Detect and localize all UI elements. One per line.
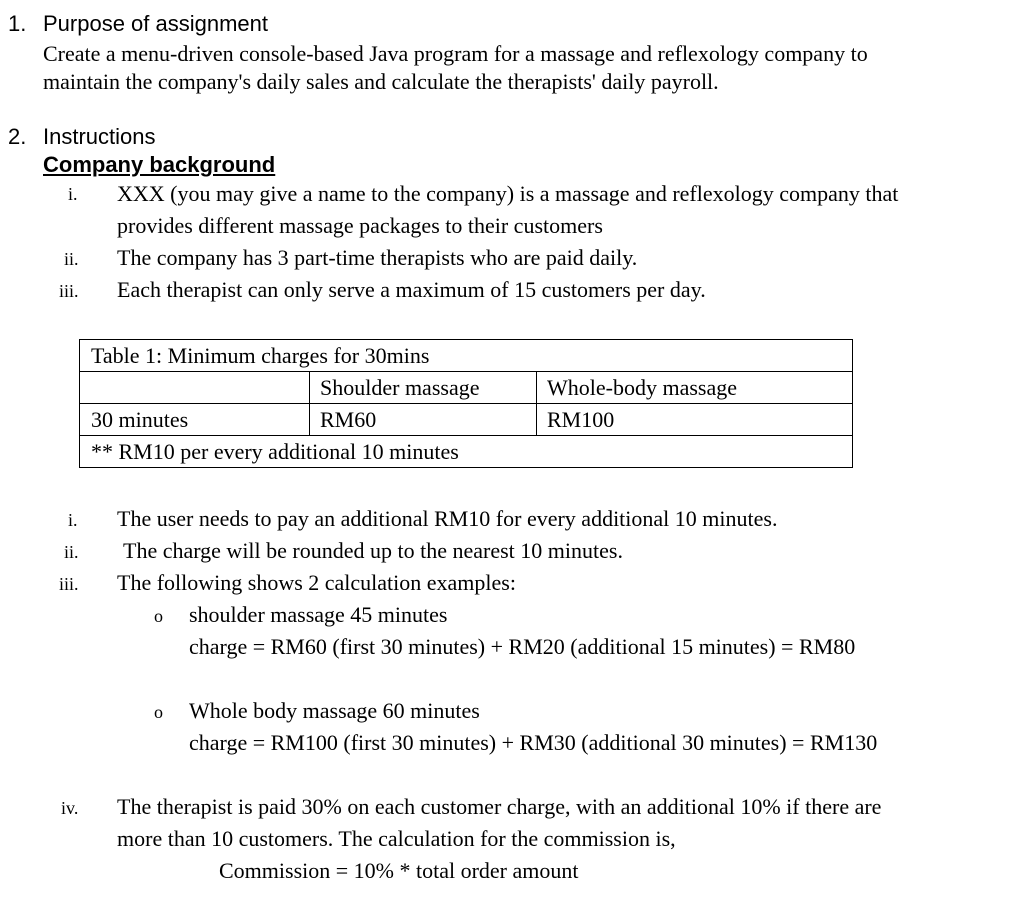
- table-header-shoulder: Shoulder massage: [310, 372, 537, 404]
- table-header-row: [80, 372, 853, 404]
- section-1-number: 1.: [8, 11, 27, 36]
- background-item-3-text: Each therapist can only serve a maximum of 15 customers per day.: [117, 277, 706, 302]
- table-caption-row: [80, 340, 853, 372]
- table-note: ** RM10 per every additional 10 minutes: [80, 436, 853, 468]
- section-1-text-line-1: Create a menu-driven console-based Java program for a massage and reflexology company to: [43, 41, 868, 66]
- charges-item-1-marker: i.: [68, 510, 78, 530]
- table-cell-whole-body-price: RM100: [537, 404, 853, 436]
- charges-item-3-text: The following shows 2 calculation examples:: [117, 570, 516, 595]
- table-header-empty: [80, 372, 310, 404]
- charges-item-3-marker: iii.: [59, 574, 79, 594]
- background-item-2-marker: ii.: [64, 249, 79, 269]
- table-caption: Table 1: Minimum charges for 30mins: [80, 340, 853, 372]
- commission-item-marker: iv.: [61, 798, 79, 818]
- example-1-calc: charge = RM60 (first 30 minutes) + RM20 (additional 15 minutes) = RM80: [189, 634, 856, 659]
- table-header-whole-body: Whole-body massage: [537, 372, 853, 404]
- commission-line-1: The therapist is paid 30% on each customer charge, with an additional 10% if there are: [117, 794, 882, 819]
- minimum-charges-table: [79, 339, 853, 468]
- background-item-3-marker: iii.: [59, 281, 79, 301]
- commission-line-2: more than 10 customers. The calculation for the commission is,: [117, 826, 676, 851]
- example-1-title: shoulder massage 45 minutes: [189, 602, 448, 627]
- charges-item-2-marker: ii.: [64, 542, 79, 562]
- section-2-number: 2.: [8, 124, 27, 149]
- example-2-title: Whole body massage 60 minutes: [189, 698, 480, 723]
- background-item-2-text: The company has 3 part-time therapists who are paid daily.: [117, 245, 638, 270]
- company-background-heading: Company background: [43, 152, 276, 177]
- background-item-1-line-1: XXX (you may give a name to the company) is a massage and reflexology company that: [117, 181, 899, 206]
- commission-formula: Commission = 10% * total order amount: [219, 858, 579, 883]
- table-note-row: [80, 436, 853, 468]
- charges-item-2-text: The charge will be rounded up to the nearest 10 minutes.: [123, 538, 623, 563]
- section-1-text-line-2: maintain the company's daily sales and calculate the therapists' daily payroll.: [43, 69, 719, 94]
- example-2-bullet: o: [154, 702, 163, 722]
- background-item-1-marker: i.: [68, 184, 78, 204]
- table-cell-shoulder-price: RM60: [310, 404, 537, 436]
- table-row: [80, 404, 853, 436]
- charges-item-1-text: The user needs to pay an additional RM10 for every additional 10 minutes.: [117, 506, 778, 531]
- example-1-bullet: o: [154, 606, 163, 626]
- background-item-1-line-2: provides different massage packages to their customers: [117, 213, 603, 238]
- example-2-calc: charge = RM100 (first 30 minutes) + RM30 (additional 30 minutes) = RM130: [189, 730, 878, 755]
- table-cell-duration: 30 minutes: [80, 404, 310, 436]
- section-1-title: Purpose of assignment: [43, 11, 269, 36]
- section-2-title: Instructions: [43, 124, 156, 149]
